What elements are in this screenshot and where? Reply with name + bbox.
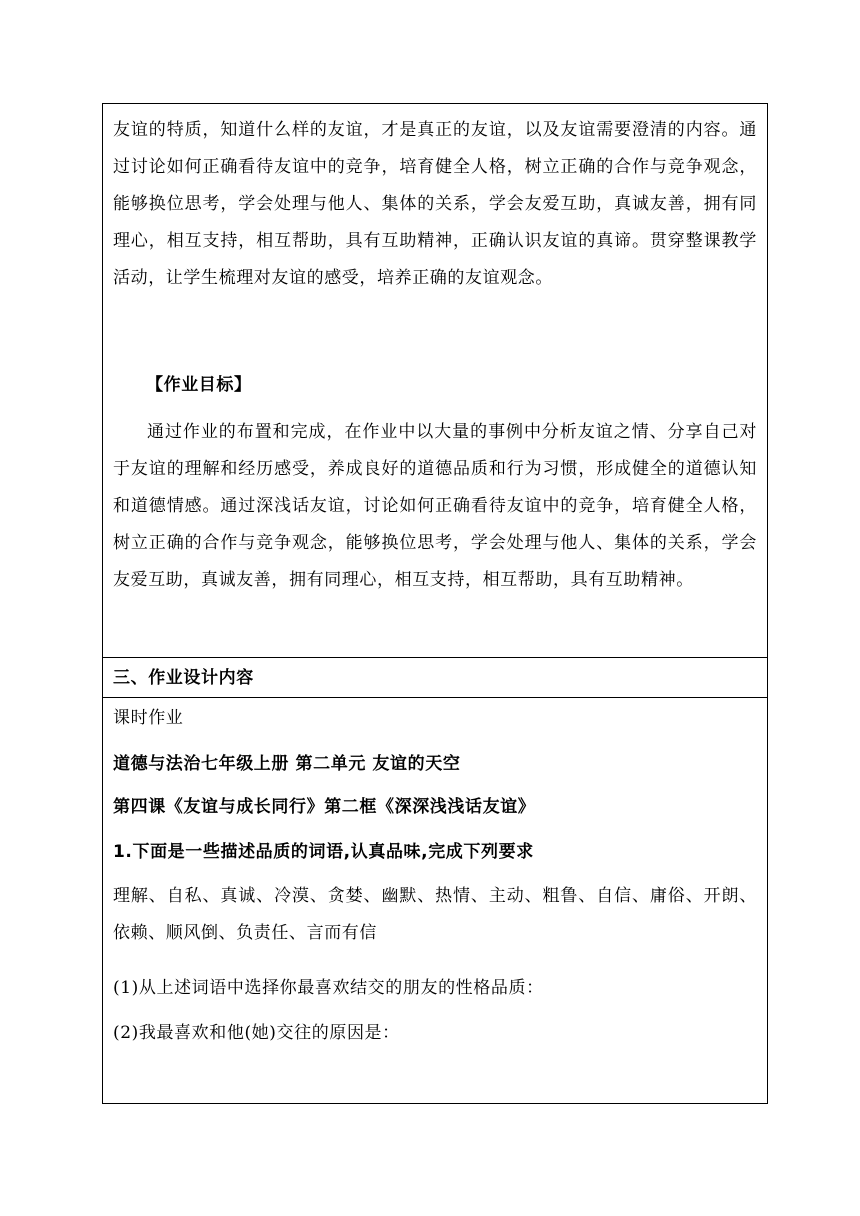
sub-question-1: (1)从上述词语中选择你最喜欢结交的朋友的性格品质： — [113, 978, 544, 998]
goal-paragraph: 通过作业的布置和完成，在作业中以大量的事例中分析友谊之情、分享自己对于友谊的理解和经历感受，养成良好的道德品质和行为习惯，形成健全的道德认知和道德情感。通过深浅话友谊，讨论如何正确看待友谊中的竞争，培育健全人格，树立正确的合作与竞争观念，能够换位思考，学会处理与他人、集体的关系，学会友爱互助，真诚友善，拥有同理心，相互支持，相互帮助，具有互助精神。 — [113, 422, 757, 590]
assignment-table — [102, 103, 768, 1104]
content-cell — [103, 697, 767, 1103]
book-unit-title: 道德与法治七年级上册 第二单元 友谊的天空 — [113, 754, 461, 774]
goal-title: 【作业目标】 — [146, 375, 252, 395]
section-header-cell — [103, 657, 767, 697]
word-list: 理解、自私、真诚、冷漠、贪婪、幽默、热情、主动、粗鲁、自信、庸俗、开朗、依赖、顺风倒、负责任、言而有信 — [113, 886, 757, 943]
intro-paragraph: 友谊的特质，知道什么样的友谊，才是真正的友谊，以及友谊需要澄清的内容。通过讨论如何正确看待友谊中的竞争，培育健全人格，树立正确的合作与竞争观念，能够换位思考，学会处理与他人、集体的关系，学会友爱互助，真诚友善，拥有同理心，相互支持，相互帮助，具有互助精神，正确认识友谊的真谛。贯穿整课教学活动，让学生梳理对友谊的感受，培养正确的友谊观念。 — [113, 120, 757, 288]
goals-cell — [103, 104, 767, 657]
lesson-title: 第四课《友谊与成长同行》第二框《深深浅浅话友谊》 — [113, 797, 536, 817]
sub-question-2: (2)我最喜欢和他(她)交往的原因是： — [113, 1023, 400, 1043]
section-header: 三、作业设计内容 — [113, 668, 254, 688]
question-1: 1.下面是一些描述品质的词语,认真品味,完成下列要求 — [113, 842, 534, 862]
period-label: 课时作业 — [113, 708, 184, 728]
